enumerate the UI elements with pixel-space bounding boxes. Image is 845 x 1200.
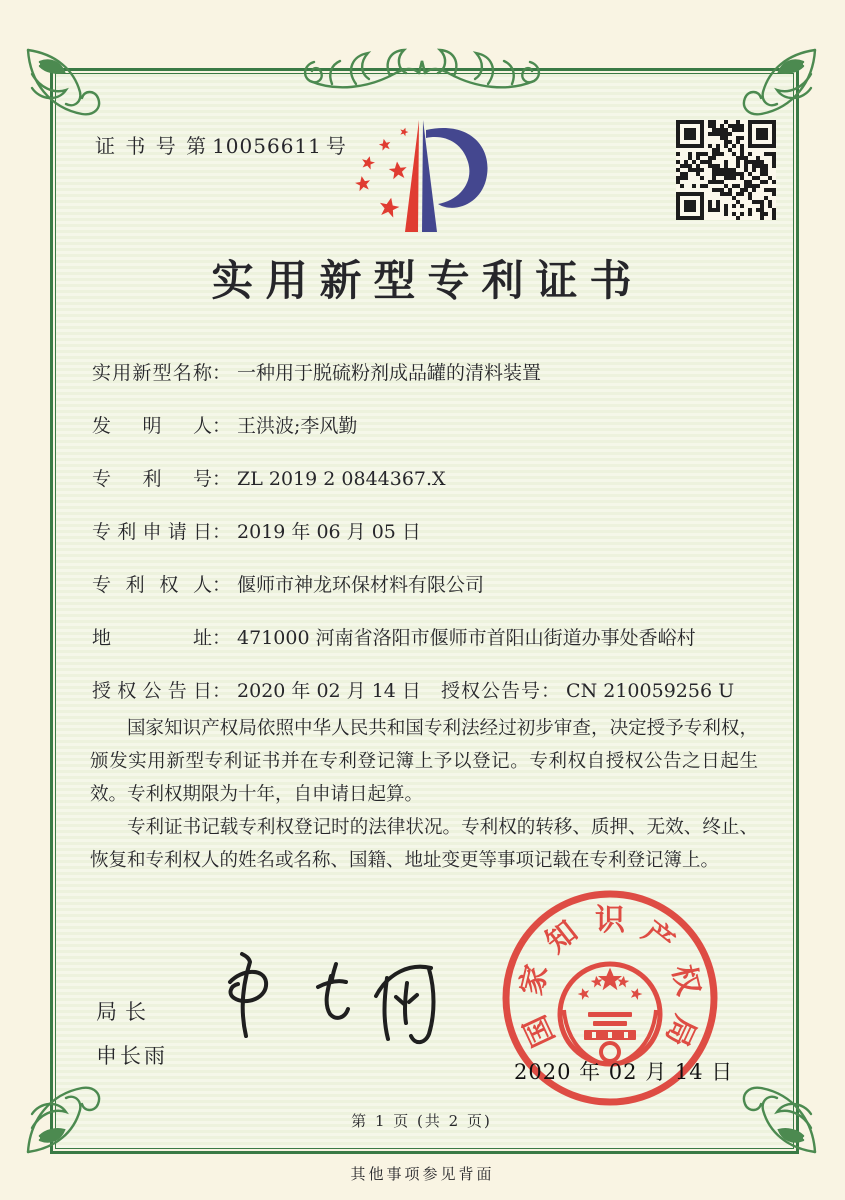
field-value: 2019 年 06 月 05 日 <box>237 521 421 543</box>
seal-date: 2020 年 02 月 14 日 <box>514 1060 734 1084</box>
field-value: 471000 河南省洛阳市偃师市首阳山街道办事处香峪村 <box>237 627 696 649</box>
grant-number-label: 授权公告号 <box>441 680 542 702</box>
field-value: ZL 2019 2 0844367.X <box>237 468 446 490</box>
certificate-fields <box>92 360 762 731</box>
dragon-scroll-ornament-icon <box>298 32 546 100</box>
svg-text:局: 局 <box>658 1009 703 1052</box>
field-label: 专利申请日 <box>92 521 212 543</box>
grant-date-value: 2020 年 02 月 14 日 <box>237 680 421 702</box>
corner-flourish-icon <box>733 40 823 132</box>
svg-text:知: 知 <box>539 914 585 961</box>
field-row-inventors: 发明人 ： 王洪波;李风勤 <box>92 413 762 440</box>
field-row-address: 地址 ： 471000 河南省洛阳市偃师市首阳山街道办事处香峪村 <box>92 625 762 652</box>
svg-text:国: 国 <box>517 1009 562 1052</box>
field-label: 授权公告日 <box>92 680 212 702</box>
certificate-number-line <box>95 130 348 159</box>
back-side-note: 其他事项参见背面 <box>350 1165 495 1183</box>
legal-paragraph-2: 专利证书记载专利权登记时的法律状况。专利权的转移、质押、无效、终止、恢复和专利权人的姓名或名称、国籍、地址变更等事项记载在专利登记簿上。 <box>90 817 758 871</box>
field-label: 发明人 <box>92 415 212 437</box>
certificate-number-suffix: 号 <box>325 134 348 158</box>
qr-code <box>676 120 776 220</box>
svg-text:识: 识 <box>595 903 625 938</box>
certificate-number-value: 10056611 <box>212 134 322 158</box>
page-number: 第 1 页 (共 2 页) <box>351 1112 492 1130</box>
svg-text:家: 家 <box>514 961 556 999</box>
commissioner-title: 局长 <box>96 1000 154 1024</box>
grant-number-value: CN 210059256 U <box>566 680 735 702</box>
certificate-number-label: 证 书 号 第 <box>95 134 209 158</box>
commissioner-name: 申长雨 <box>96 1044 168 1068</box>
field-label: 地址 <box>92 627 212 649</box>
field-value: 一种用于脱硫粉剂成品罐的清料装置 <box>237 362 542 384</box>
field-label: 专利权人 <box>92 574 212 596</box>
legal-paragraph-1: 国家知识产权局依照中华人民共和国专利法经过初步审查，决定授予专利权，颁发实用新型专利证书并在专利登记簿上予以登记。专利权自授权公告之日起生效。专利权期限为十年，自申请日起算。 <box>90 718 758 805</box>
certificate-title: 实用新型专利证书 <box>211 256 644 305</box>
field-value: 偃师市神龙环保材料有限公司 <box>237 574 485 596</box>
field-value: 王洪波;李风勤 <box>237 415 358 437</box>
field-label: 实用新型名称 <box>92 362 212 384</box>
field-label: 专利号 <box>92 468 212 490</box>
commissioner-signature-handwriting <box>212 942 462 1060</box>
svg-text:权: 权 <box>664 961 706 999</box>
field-row-grant: 授权公告日 ： 2020 年 02 月 14 日 授权公告号 ： CN 210059256 U <box>92 678 762 705</box>
qr-code-image <box>676 120 776 220</box>
legal-text-block <box>90 712 758 877</box>
cnipa-logo-icon <box>342 114 502 236</box>
field-row-patent-number: 专利号 ： ZL 2019 2 0844367.X <box>92 466 762 493</box>
corner-flourish-icon <box>20 40 110 132</box>
svg-text:产: 产 <box>635 914 681 961</box>
field-row-patentee: 专利权人 ： 偃师市神龙环保材料有限公司 <box>92 572 762 599</box>
field-row-utility-model-name: 实用新型名称 ： 一种用于脱硫粉剂成品罐的清料装置 <box>92 360 762 387</box>
field-row-filing-date: 专利申请日 ： 2019 年 06 月 05 日 <box>92 519 762 546</box>
